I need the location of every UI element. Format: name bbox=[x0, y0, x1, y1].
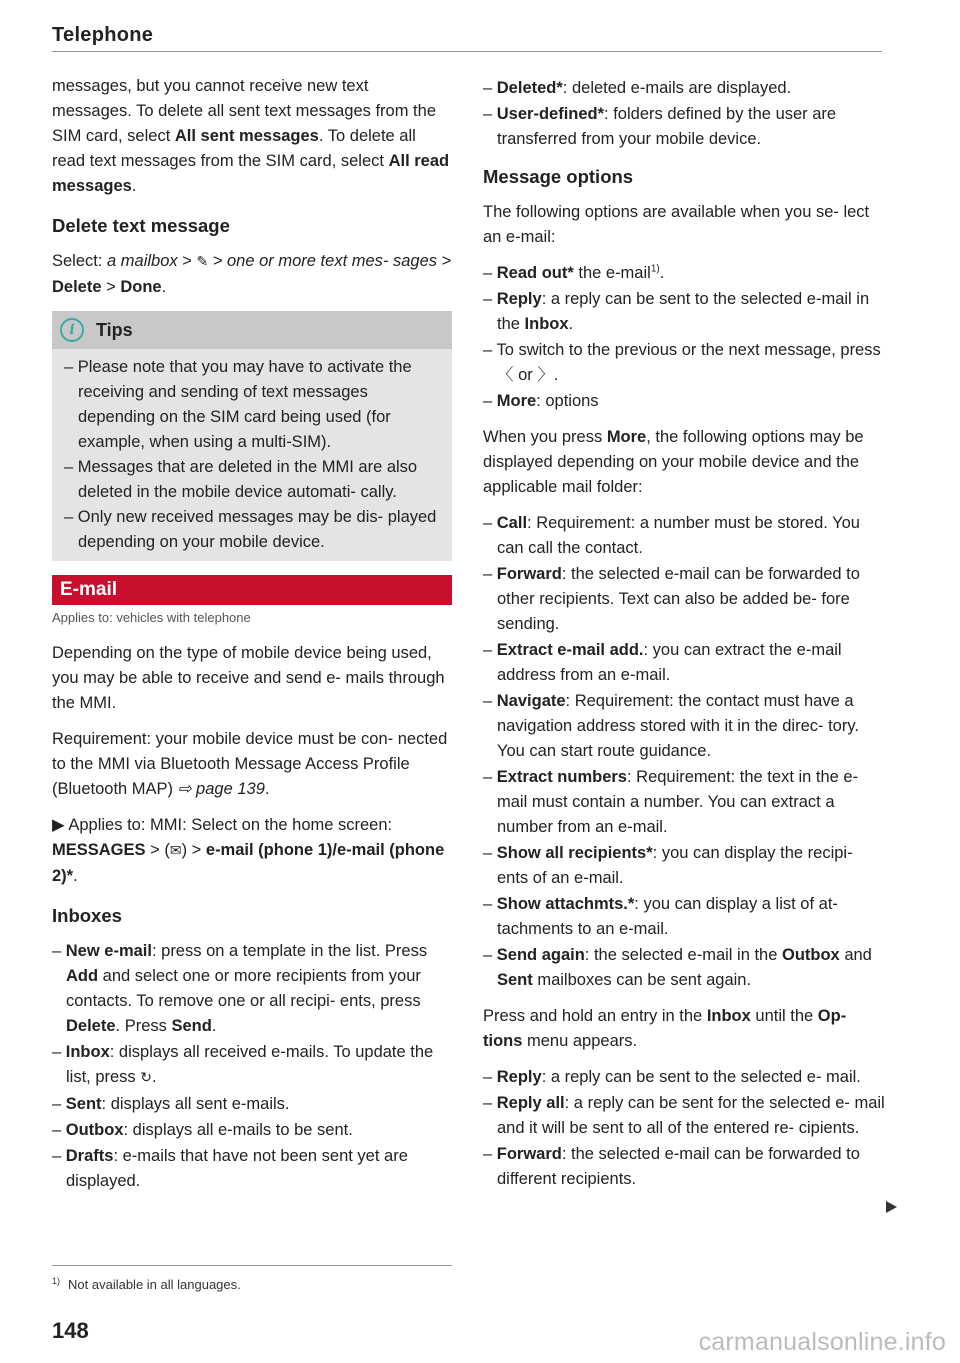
tips-box bbox=[52, 311, 452, 561]
options-intro: The following options are available when you se- lect an e-mail: bbox=[483, 203, 870, 246]
tips-header bbox=[52, 311, 452, 349]
mail-icon: ✉ bbox=[169, 843, 182, 859]
page-header-title: Telephone bbox=[52, 24, 154, 46]
right-column bbox=[483, 76, 888, 1193]
header-rule bbox=[52, 51, 882, 52]
list-item: – Reply: a reply can be sent to the selected e-mail in the Inbox. bbox=[483, 287, 888, 337]
applies-to-note: Applies to: vehicles with telephone bbox=[52, 610, 251, 625]
list-item: – Outbox: displays all e-mails to be sent. bbox=[52, 1118, 452, 1143]
press-hold-paragraph: Press and hold an entry in the Inbox until the Op- tions menu appears. bbox=[483, 1007, 847, 1050]
list-item: – Sent: displays all sent e-mails. bbox=[52, 1092, 452, 1117]
left-column bbox=[52, 74, 452, 1195]
email-para-2: Requirement: your mobile device must be con- nected to the MMI via Bluetooth Message Access Profile (Bluetooth MAP) ⇨ page 139. bbox=[52, 730, 448, 798]
email-para-3: ▶ Applies to: MMI: Select on the home screen: MESSAGES > (✉) > e-mail (phone 1)/e-mail (phone 2)*. bbox=[52, 816, 445, 885]
page-number: 148 bbox=[52, 1318, 89, 1343]
list-item: – Extract numbers: Requirement: the text in the e-mail must contain a number. You can extract a number from an e-mail. bbox=[483, 765, 888, 840]
list-item: – More: options bbox=[483, 389, 888, 414]
list-item: – New e-mail: press on a template in the list. Press Add and select one or more recipients from your contacts. To remove one or all recipi- ents, press Delete. Press Send. bbox=[52, 939, 452, 1039]
list-item: – Forward: the selected e-mail can be forwarded to other recipients. Text can also be added be- fore sending. bbox=[483, 562, 888, 637]
list-item: – Send again: the selected e-mail in the Outbox and Sent mailboxes can be sent again. bbox=[483, 943, 888, 993]
list-item: – Forward: the selected e-mail can be forwarded to different recipients. bbox=[483, 1142, 888, 1192]
page-reference-link[interactable]: ⇨ page 139 bbox=[177, 780, 265, 798]
message-options-heading: Message options bbox=[483, 166, 634, 187]
list-item: – Extract e-mail add.: you can extract the e-mail address from an e-mail. bbox=[483, 638, 888, 688]
footnote-rule bbox=[52, 1265, 452, 1266]
watermark: carmanualsonline.info bbox=[698, 1328, 946, 1356]
continue-arrow-icon bbox=[886, 1201, 897, 1213]
list-item: – Show all recipients*: you can display the recipi- ents of an e-mail. bbox=[483, 841, 888, 891]
email-section-heading: E-mail bbox=[52, 575, 452, 605]
list-item: – To switch to the previous or the next message, press 〈 or 〉. bbox=[483, 338, 888, 388]
list-item: – Reply: a reply can be sent to the selected e- mail. bbox=[483, 1065, 888, 1090]
list-item: – Inbox: displays all received e-mails. To update the list, press ↻. bbox=[52, 1040, 452, 1091]
list-item: – Drafts: e-mails that have not been sent yet are displayed. bbox=[52, 1144, 452, 1194]
list-item: – Reply all: a reply can be sent for the selected e- mail and it will be sent to all of the entered re- cipients. bbox=[483, 1091, 888, 1141]
tip-item: – Only new received messages may be dis- played depending on your mobile device. bbox=[64, 505, 442, 555]
tips-label: Tips bbox=[96, 319, 133, 340]
list-item: – Show attachmts.*: you can display a list of at- tachments to an e-mail. bbox=[483, 892, 888, 942]
footnote: $^{1)}$ Not available in all languages. bbox=[52, 1275, 241, 1292]
refresh-icon: ↻ bbox=[140, 1070, 153, 1086]
delete-instructions: Select: a mailbox > ✎ > one or more text mes- sages > Delete > Done. bbox=[52, 252, 452, 296]
edit-icon: ✎ bbox=[196, 254, 209, 270]
list-item: – Call: Requirement: a number must be stored. You can call the contact. bbox=[483, 511, 888, 561]
tip-item: – Messages that are deleted in the MMI are also deleted in the mobile device automati- cally. bbox=[64, 455, 442, 505]
delete-text-message-heading: Delete text message bbox=[52, 215, 230, 236]
list-item: – Read out* the e-mail$^{1)}$. bbox=[483, 261, 888, 286]
email-para-1: Depending on the type of mobile device being used, you may be able to receive and send e- mails through the MMI. bbox=[52, 644, 445, 712]
info-icon: i bbox=[60, 318, 84, 342]
list-item: – Navigate: Requirement: the contact must have a navigation address stored with it in the direc- tory. You can start route guidance. bbox=[483, 689, 888, 764]
more-intro: When you press More, the following options may be displayed depending on your mobile device and the applicable mail folder: bbox=[483, 428, 864, 496]
list-item: – User-defined*: folders defined by the user are transferred from your mobile device. bbox=[483, 102, 888, 152]
list-item: – Deleted*: deleted e-mails are displayed. bbox=[483, 76, 888, 101]
intro-paragraph: messages, but you cannot receive new text messages. To delete all sent text messages from the SIM card, select All sent messages. To delete all read text messages from the SIM card, select All read messages. bbox=[52, 77, 450, 195]
tip-item: – Please note that you may have to activate the receiving and sending of text messages depending on the SIM card being used (for example, when using a multi-SIM). bbox=[64, 355, 442, 455]
inboxes-heading: Inboxes bbox=[52, 905, 122, 926]
